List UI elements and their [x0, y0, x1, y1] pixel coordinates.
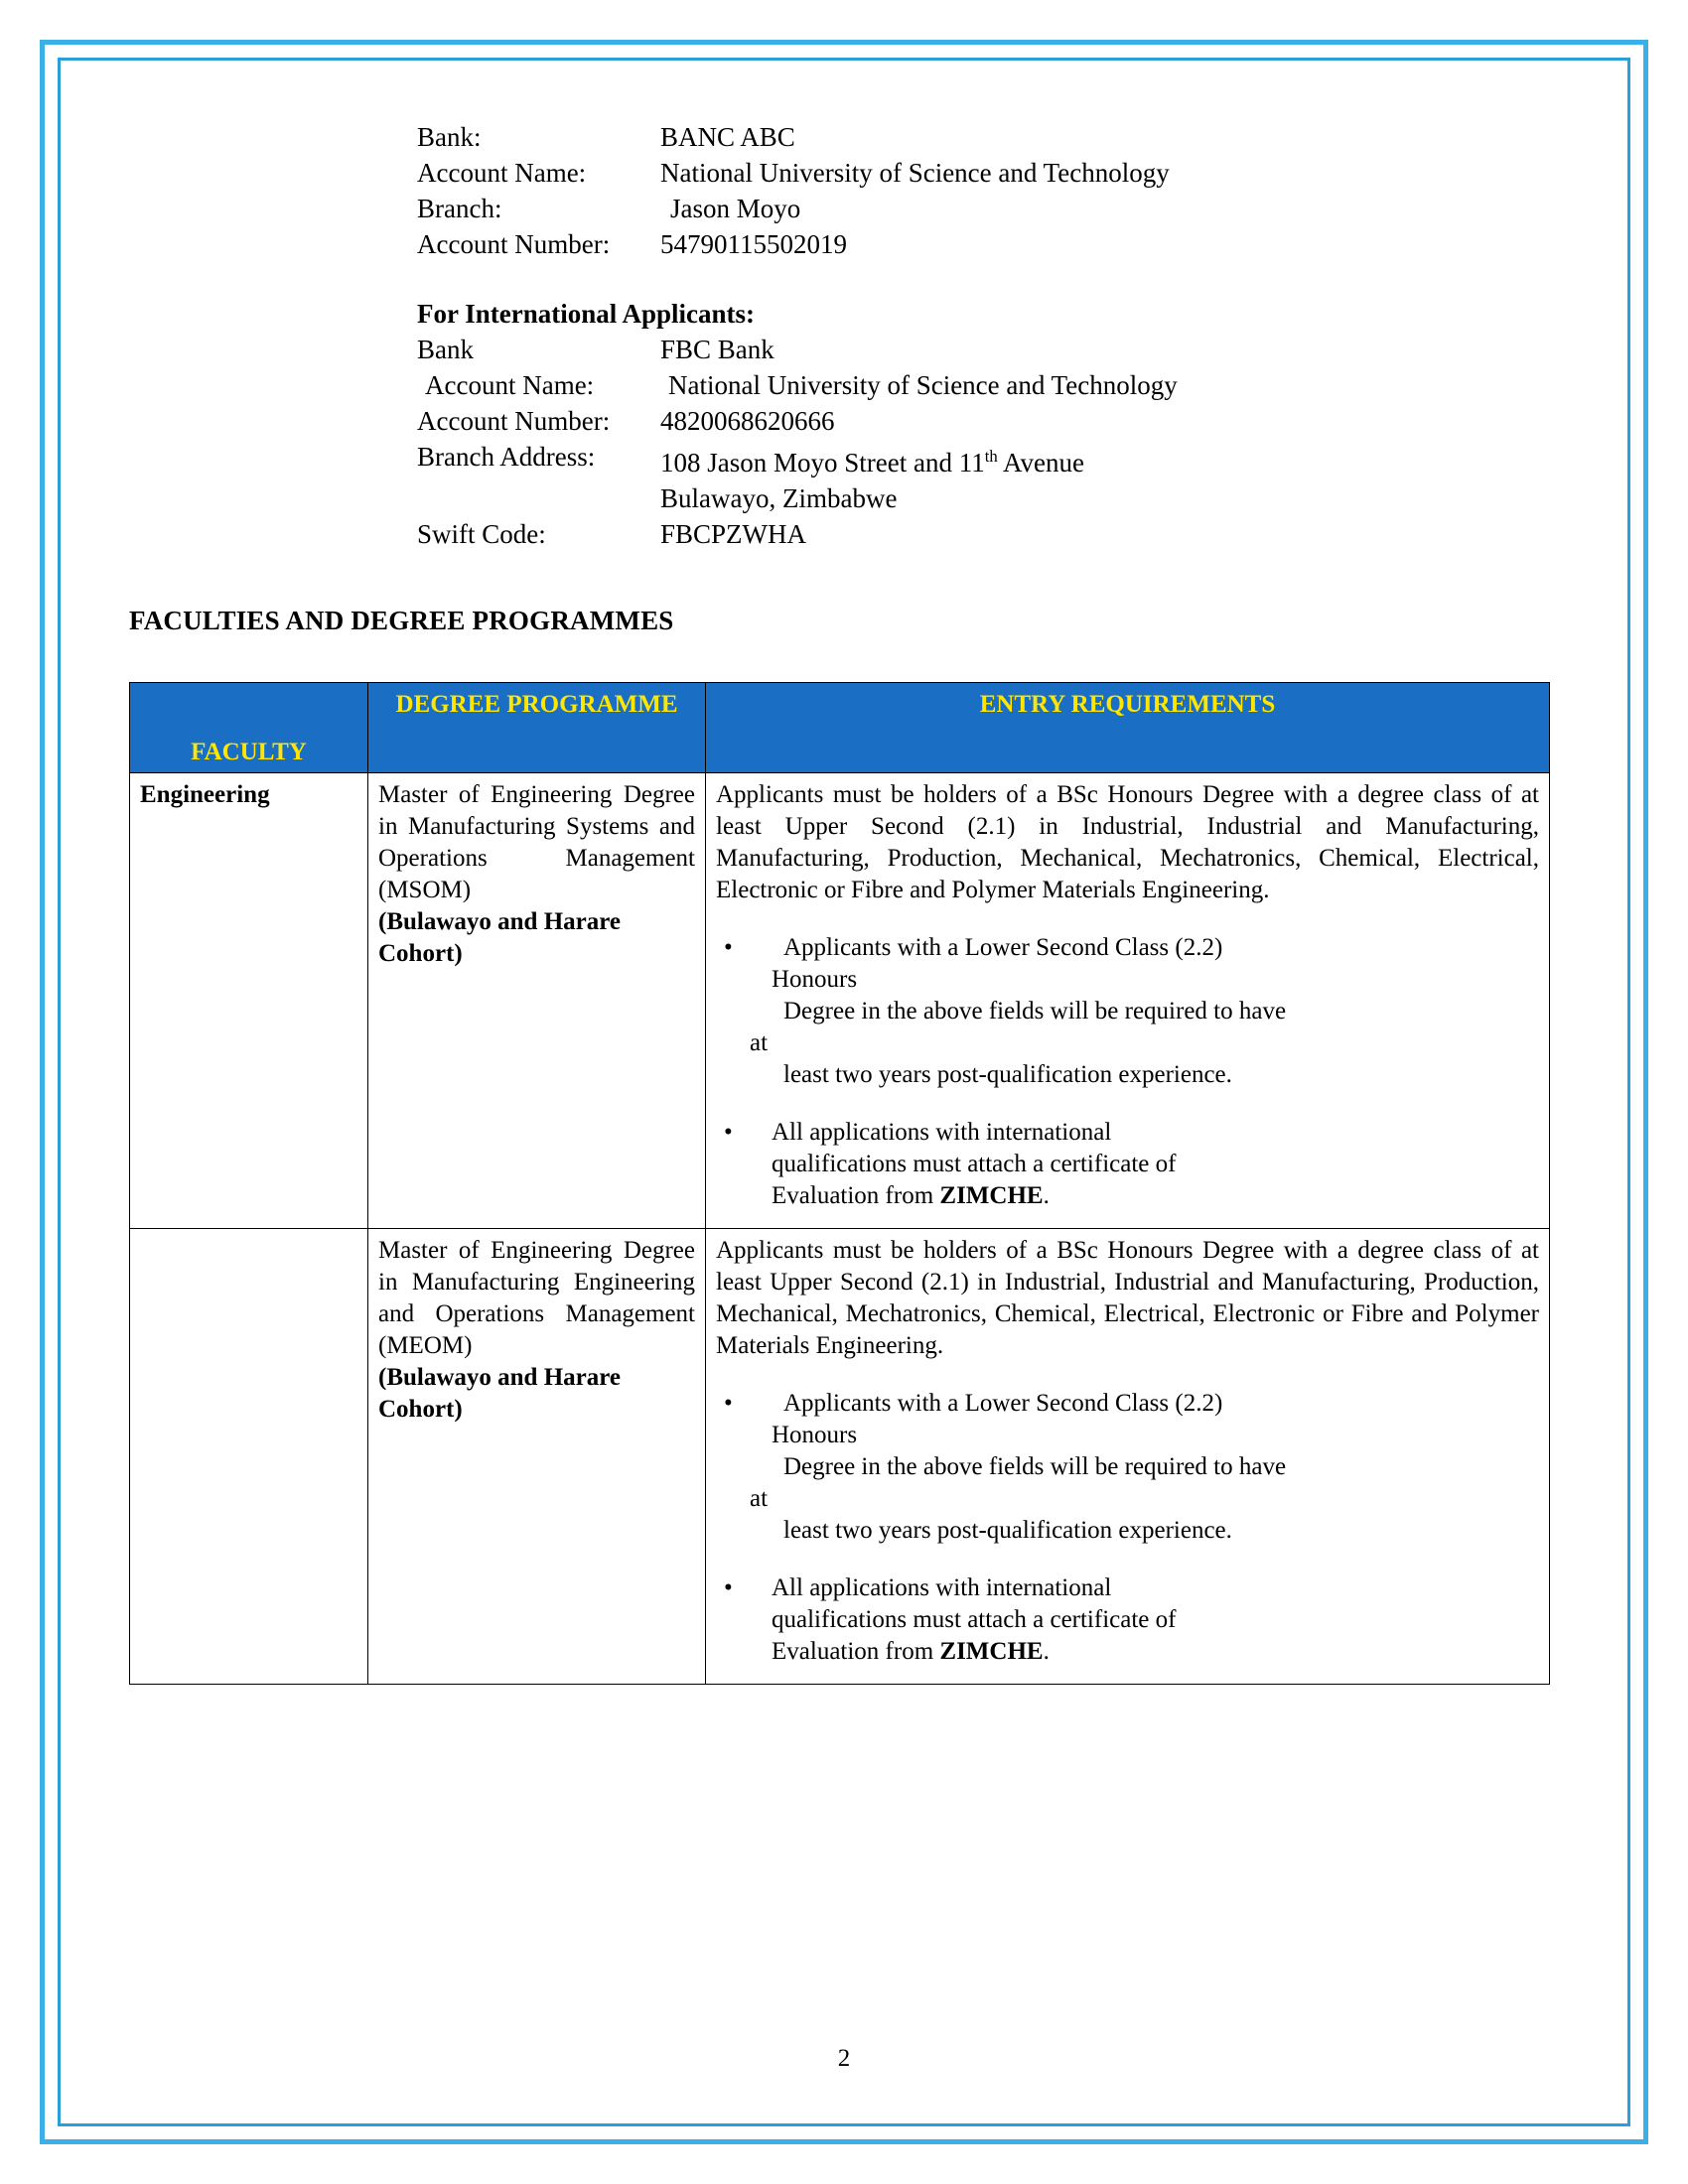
bullet-line: least two years post-qualification experience.	[783, 1517, 1232, 1544]
page-number: 2	[837, 2045, 851, 2072]
requirements-paragraph: Applicants must be holders of a BSc Honours Degree with a degree class of at least Upper Second (2.1) in Industrial, Industrial and Manufacturing, Production, Mechanical, Mechatronics, Chemical, Electrical, Electronic or Fibre and Polymer Materials Engineering.	[716, 1237, 1539, 1359]
bullet-line: least two years post-qualification experience.	[783, 1061, 1232, 1088]
bullet-line: All applications with international	[772, 1574, 1112, 1601]
cell-faculty: Engineering	[130, 773, 368, 1229]
column-header-faculty	[130, 683, 368, 773]
bank-label: Account Number:	[417, 229, 611, 259]
bullet-line: Degree in the above fields will be required to have	[783, 1453, 1287, 1480]
bank-value: 4820068620666	[660, 406, 835, 436]
column-header-degree-programme: DEGREE PROGRAMME	[368, 683, 706, 773]
branch-address-text: 108 Jason Moyo Street and 11	[660, 448, 985, 478]
bank-label: Account Name:	[425, 370, 595, 400]
table-body	[130, 773, 1550, 1685]
list-item	[724, 1388, 1539, 1547]
international-bank-details	[417, 296, 1589, 552]
table-header-row	[130, 683, 1550, 773]
bullet-line: qualifications must attach a certificate of	[772, 1606, 1177, 1633]
column-header-entry-requirements: ENTRY REQUIREMENTS	[706, 683, 1550, 773]
faculties-degree-programmes-table	[129, 682, 1550, 1685]
branch-address-tail: Avenue	[997, 448, 1084, 478]
zimche-emphasis: ZIMCHE	[939, 1638, 1044, 1665]
cell-entry-requirements	[706, 773, 1550, 1229]
page-content	[99, 119, 1589, 1685]
bullet-line: Applicants with a Lower Second Class (2.2)	[783, 1390, 1223, 1417]
cell-entry-requirements	[706, 1229, 1550, 1685]
bullet-line: Applicants with a Lower Second Class (2.2)	[783, 934, 1223, 961]
bank-label: Bank	[417, 335, 474, 364]
bank-value	[660, 439, 1589, 480]
bank-value: FBCPZWHA	[660, 519, 807, 549]
bank-row	[417, 403, 1589, 439]
bullet-line: qualifications must attach a certificate of	[772, 1151, 1177, 1177]
bank-row	[417, 119, 1589, 155]
bullet-line-text: Evaluation from	[772, 1638, 940, 1665]
zimche-emphasis: ZIMCHE	[939, 1182, 1044, 1209]
requirements-bullet-list	[716, 932, 1539, 1212]
bullet-line: Honours	[772, 1422, 858, 1448]
list-item	[724, 1117, 1539, 1212]
list-item	[724, 1572, 1539, 1668]
bank-value: National University of Science and Technology	[668, 370, 1178, 400]
bullet-line: at	[750, 1485, 769, 1512]
bullet-line	[750, 1180, 1539, 1212]
bullet-line-tail: .	[1043, 1182, 1050, 1209]
programme-cohort: (Bulawayo and Harare Cohort)	[378, 1364, 621, 1423]
bank-value: Jason Moyo	[670, 194, 801, 223]
bank-value: FBC Bank	[660, 335, 774, 364]
bank-row	[417, 367, 1589, 403]
bullet-line: at	[750, 1029, 769, 1056]
bank-row	[417, 332, 1589, 367]
section-heading: FACULTIES AND DEGREE PROGRAMMES	[129, 606, 674, 635]
bank-row	[417, 439, 1589, 480]
column-header-faculty-label: FACULTY	[191, 739, 307, 765]
programme-name: Master of Engineering Degree in Manufacturing Engineering and Operations Management (MEOM)	[378, 1237, 695, 1359]
bank-value: Bulawayo, Zimbabwe	[660, 483, 898, 513]
bank-row	[417, 155, 1589, 191]
cell-faculty	[130, 1229, 368, 1685]
bank-label: Account Name:	[417, 158, 587, 188]
bullet-line: Honours	[772, 966, 858, 993]
bank-label	[417, 480, 660, 516]
bank-value: National University of Science and Technology	[660, 158, 1170, 188]
bank-row	[417, 480, 1589, 516]
programme-name: Master of Engineering Degree in Manufacturing Systems and Operations Management (MSOM)	[378, 781, 695, 903]
list-item	[724, 932, 1539, 1091]
bullet-line-text: Evaluation from	[772, 1182, 940, 1209]
bullet-icon: •	[724, 1574, 733, 1601]
bank-row	[417, 516, 1589, 552]
bullet-icon: •	[724, 1119, 733, 1146]
bank-row	[417, 191, 1589, 226]
cell-degree-programme	[368, 1229, 706, 1685]
programme-cohort: (Bulawayo and Harare Cohort)	[378, 908, 621, 967]
bullet-line: All applications with international	[772, 1119, 1112, 1146]
bank-label: Bank:	[417, 122, 482, 152]
bank-label: Branch Address:	[417, 442, 596, 472]
bullet-line-tail: .	[1043, 1638, 1050, 1665]
bank-label: Swift Code:	[417, 519, 546, 549]
ordinal-suffix: th	[984, 447, 998, 466]
bullet-line	[750, 1636, 1539, 1668]
international-applicants-title: For International Applicants:	[417, 299, 756, 329]
cell-degree-programme	[368, 773, 706, 1229]
table-header	[130, 683, 1550, 773]
bank-label: Branch:	[417, 194, 502, 223]
bullet-icon: •	[724, 1390, 733, 1417]
table-row	[130, 1229, 1550, 1685]
bank-row	[417, 226, 1589, 262]
bank-value: BANC ABC	[660, 122, 795, 152]
table-row	[130, 773, 1550, 1229]
local-bank-details	[417, 119, 1589, 262]
bullet-icon: •	[724, 934, 733, 961]
bullet-line: Degree in the above fields will be required to have	[783, 998, 1287, 1024]
bank-label: Account Number:	[417, 406, 611, 436]
requirements-paragraph: Applicants must be holders of a BSc Honours Degree with a degree class of at least Upper Second (2.1) in Industrial, Industrial and Manufacturing, Manufacturing, Production, Mechanical, Mechatronics, Chemical, Electrical, Electronic or Fibre and Polymer Materials Engineering.	[716, 781, 1539, 903]
requirements-bullet-list	[716, 1388, 1539, 1668]
bank-value: 54790115502019	[660, 229, 847, 259]
